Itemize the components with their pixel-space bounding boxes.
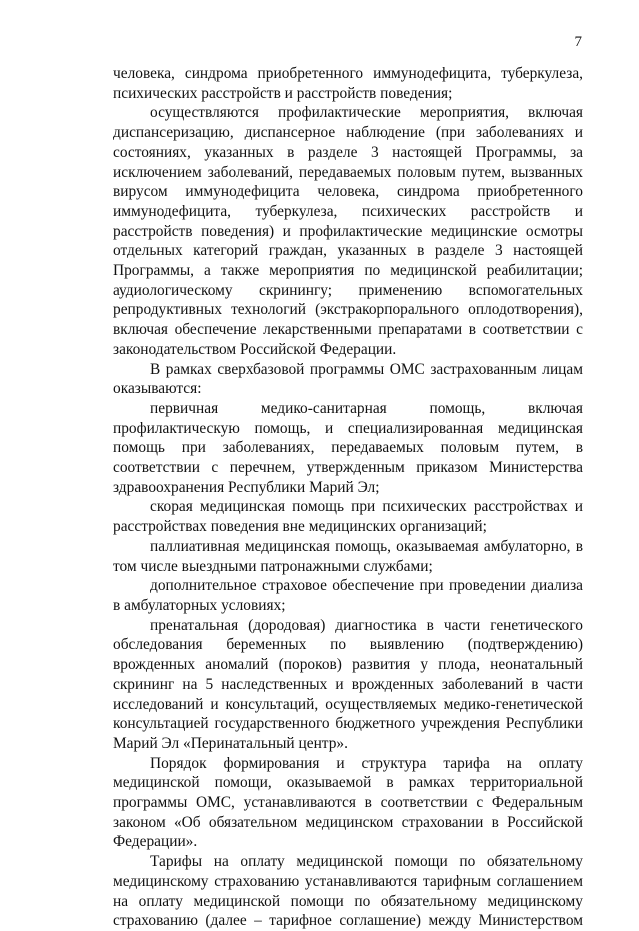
paragraph-prenatal-diagnostics: пренатальная (дородовая) диагностика в части генетического обследования беременных по выявлению (подтверждению) врожденных аномалий (пороков) развития у плода, неонатальный скрининг на 5 наследственных и врожденных заболеваний в части исследований и консультаций, осуществляемых медико-генетической консультацией государственного бюджетного учреждения Республики Марий Эл «Перинатальный центр». <box>113 616 583 752</box>
paragraph-palliative-care: паллиативная медицинская помощь, оказываемая амбулаторно, в том числе выездными патронажными службами; <box>113 537 583 575</box>
document-body <box>113 64 583 931</box>
paragraph-super-base-program-intro: В рамках сверхбазовой программы ОМС застрахованным лицам оказываются: <box>113 360 583 398</box>
paragraph-emergency-care: скорая медицинская помощь при психических расстройствах и расстройствах поведения вне медицинских организаций; <box>113 498 583 536</box>
paragraph-preventive-measures: осуществляются профилактические мероприятия, включая диспансеризацию, диспансерное наблюдение (при заболеваниях и состояниях, указанных в разделе 3 настоящей Программы, за исключением заболеваний, передаваемых половым путем, вызванных вирусом иммунодефицита человека, синдрома приобретенного иммунодефицита, туберкулеза, психических расстройств и расстройств поведения) и профилактические медицинские осмотры отдельных категорий граждан, указанных в разделе 3 настоящей Программы, а также мероприятия по медицинской реабилитации; аудиологическому скринингу; применению вспомогательных репродуктивных технологий (экстракорпорального оплодотворения), включая обеспечение лекарственными препаратами в соответствии с законодательством Российской Федерации. <box>113 104 583 358</box>
paragraph-continuation: человека, синдрома приобретенного иммунодефицита, туберкулеза, психических расстройств и расстройств поведения; <box>113 65 583 102</box>
page-number: 7 <box>574 34 582 50</box>
paragraph-tariff-structure: Порядок формирования и структура тарифа на оплату медицинской помощи, оказываемой в рамках территориальной программы ОМС, устанавливаются в соответствии с Федеральным законом «Об обязательном медицинском страховании в Российской Федерации». <box>113 754 583 851</box>
paragraph-tariff-agreement: Тарифы на оплату медицинской помощи по обязательному медицинскому страхованию устанавливаются тарифным соглашением на оплату медицинской помощи по обязательному медицинскому страхованию (далее – тарифное соглашение) между Министерством <box>113 853 583 930</box>
paragraph-dialysis: дополнительное страховое обеспечение при проведении диализа в амбулаторных условиях; <box>113 577 583 614</box>
paragraph-primary-care: первичная медико-санитарная помощь, включая профилактическую помощь, и специализированная медицинская помощь при заболеваниях, передаваемых половым путем, в соответствии с перечнем, утвержденным приказом Министерства здравоохранения Республики Марий Эл; <box>113 399 583 496</box>
